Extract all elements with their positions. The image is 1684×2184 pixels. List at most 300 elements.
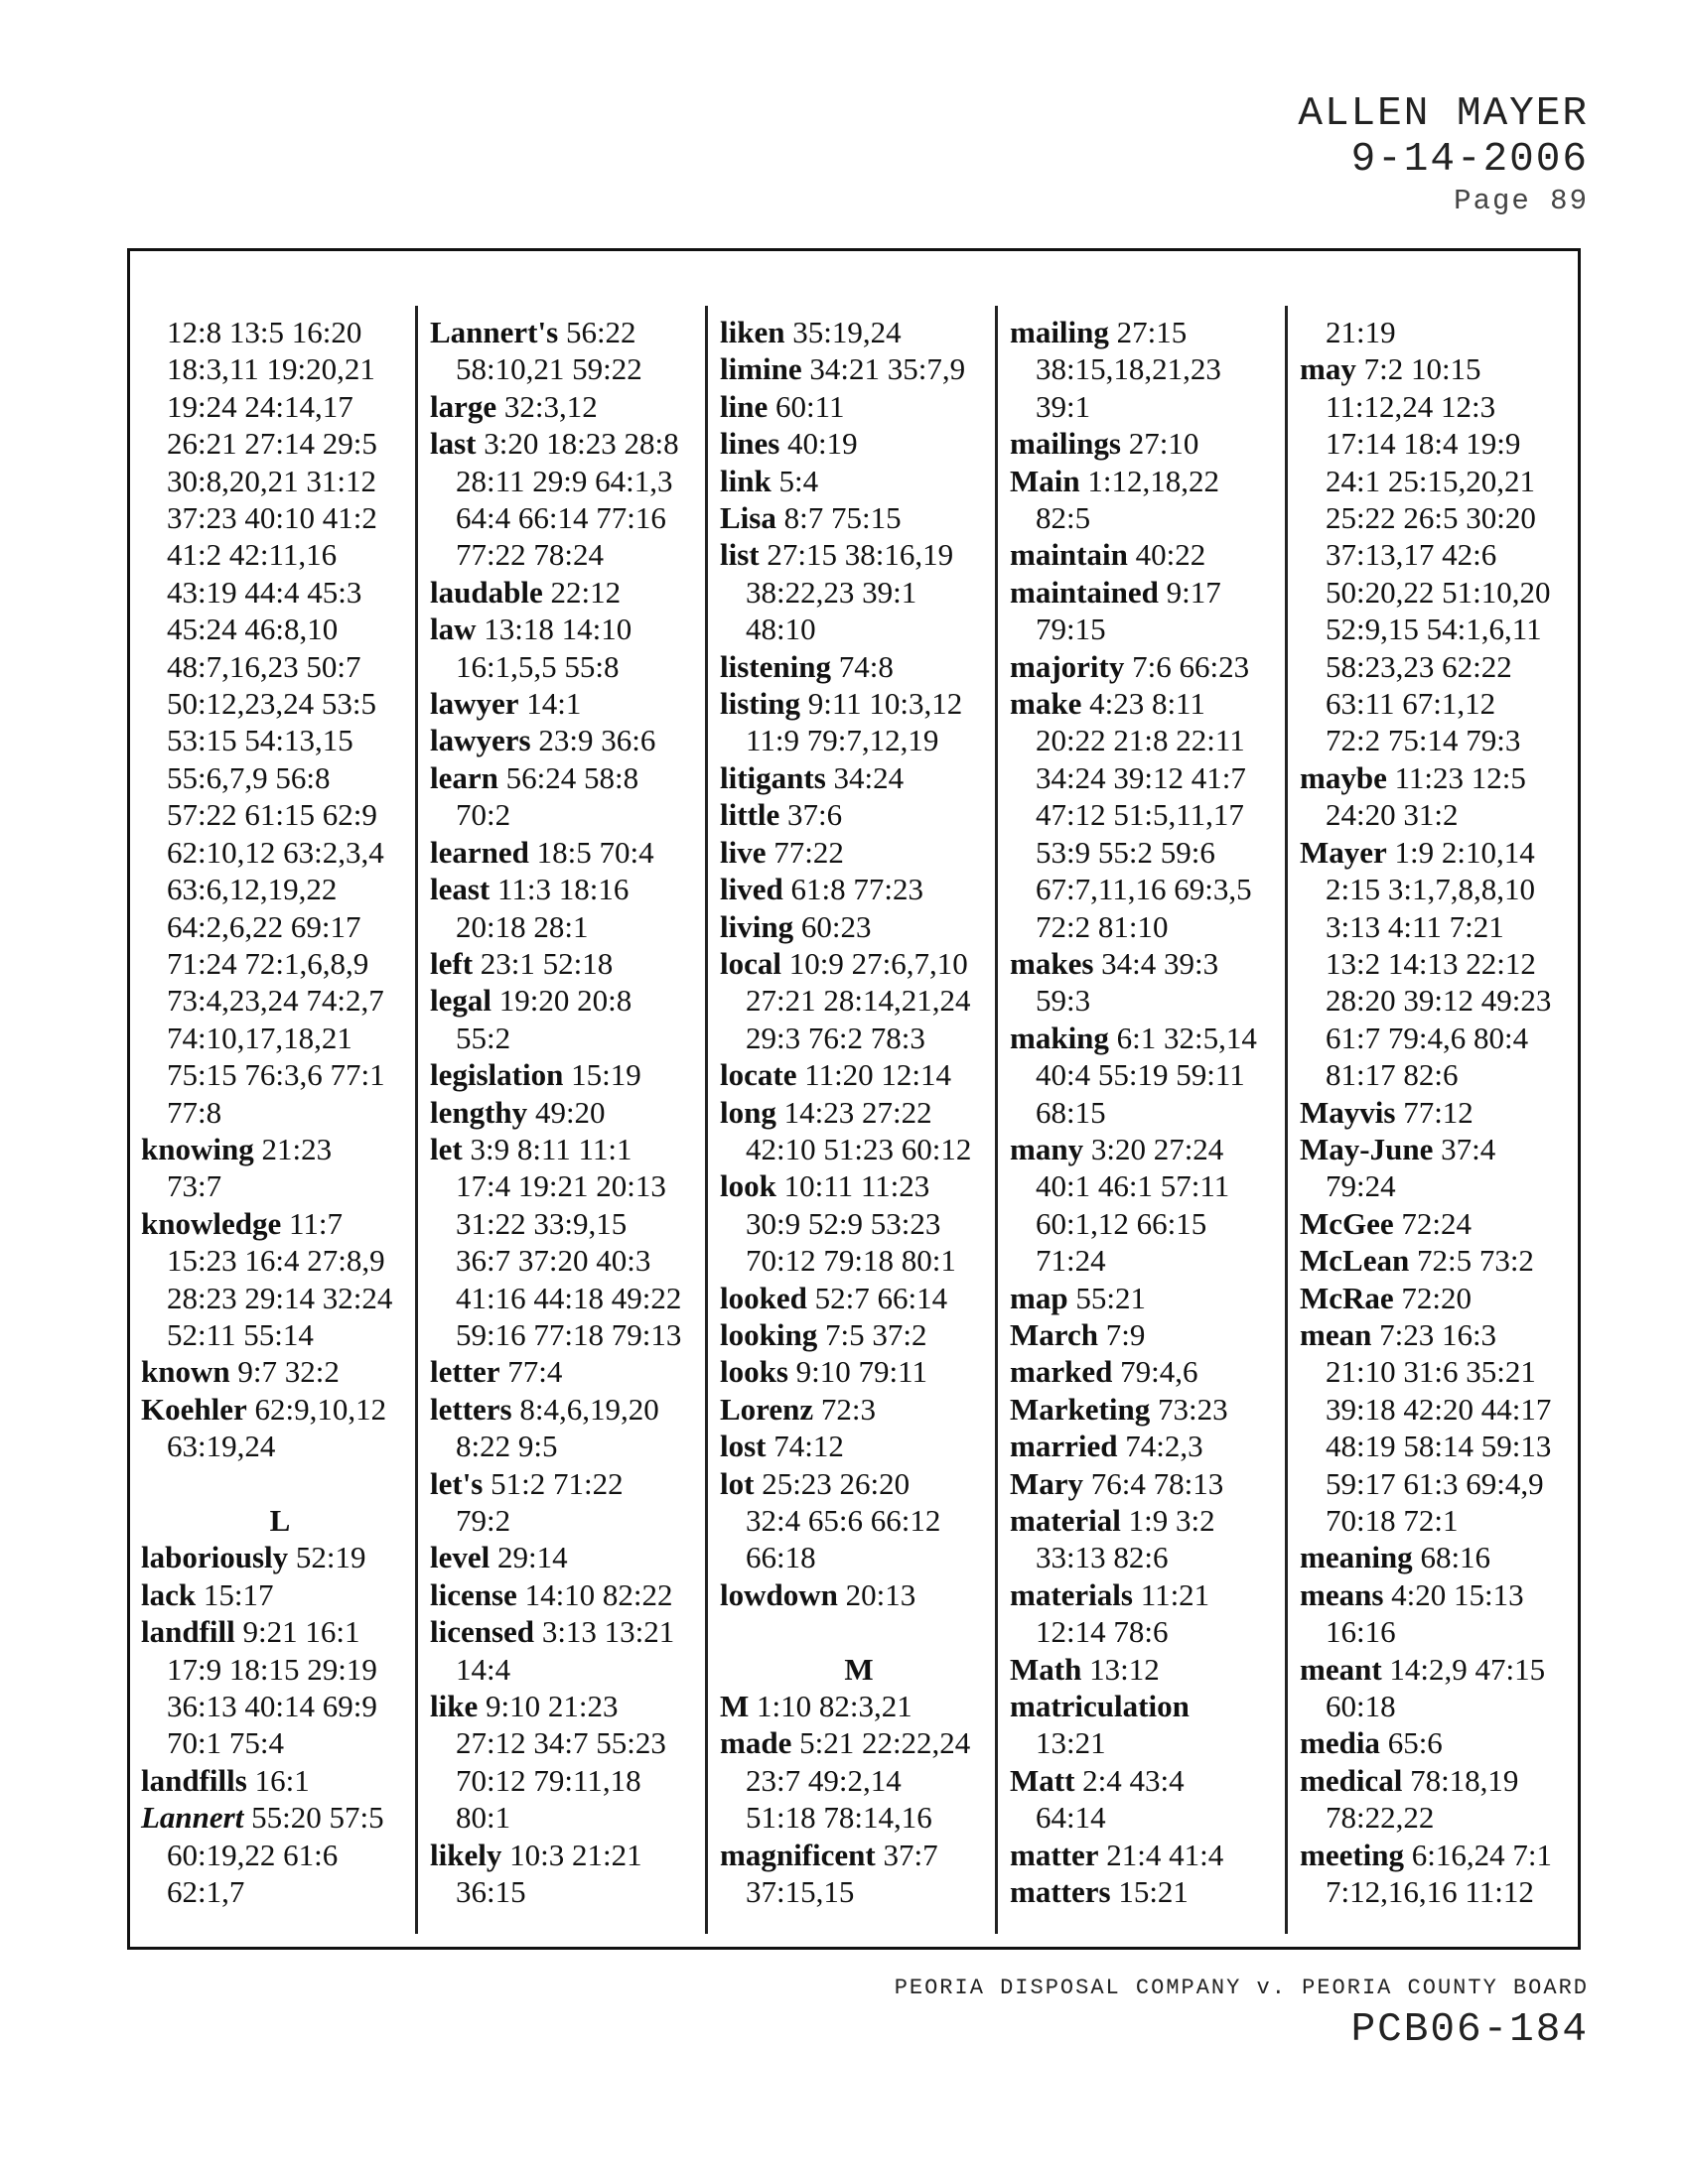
page-line-refs: 32:3,12 xyxy=(503,388,598,424)
index-term: material xyxy=(1010,1503,1121,1538)
index-continuation: 59:16 77:18 79:13 xyxy=(456,1316,682,1352)
page-line-refs: 3:20 18:23 28:8 xyxy=(484,426,679,462)
index-entry xyxy=(720,1465,998,1502)
index-term: materials xyxy=(1010,1576,1133,1612)
index-entry xyxy=(720,1316,998,1353)
index-term: letters xyxy=(430,1391,512,1427)
index-term: maybe xyxy=(1300,759,1387,795)
index-continuation: 33:13 82:6 xyxy=(1036,1540,1169,1575)
index-continuation: 48:19 58:14 59:13 xyxy=(1326,1429,1552,1464)
index-continuation: 60:19,22 61:6 xyxy=(167,1837,339,1872)
index-entry xyxy=(430,1391,708,1428)
index-continuation: 64:2,6,22 69:17 xyxy=(167,908,361,944)
index-continuation: 72:2 81:10 xyxy=(1036,908,1169,944)
page-line-refs: 7:9 xyxy=(1105,1316,1146,1352)
page-line-refs: 21:4 41:4 xyxy=(1106,1837,1224,1872)
page-line-refs: 55:20 57:5 xyxy=(251,1800,384,1836)
index-term: large xyxy=(430,388,497,424)
page-line-refs: 5:21 22:22,24 xyxy=(799,1725,971,1761)
page-line-refs: 37:4 xyxy=(1441,1131,1496,1166)
index-continuation: 43:19 44:4 45:3 xyxy=(167,574,362,610)
index-term: meaning xyxy=(1300,1540,1413,1575)
index-term: lawyer xyxy=(430,686,519,722)
index-term: legal xyxy=(430,983,491,1019)
page-line-refs: 3:9 8:11 11:1 xyxy=(470,1131,632,1166)
index-continuation: 34:24 39:12 41:7 xyxy=(1036,759,1246,795)
index-continuation: 17:9 18:15 29:19 xyxy=(167,1651,377,1687)
index-entry xyxy=(720,1724,998,1761)
index-continuation: 70:18 72:1 xyxy=(1326,1503,1459,1538)
index-term: level xyxy=(430,1540,491,1575)
index-continuation: 77:8 xyxy=(167,1094,222,1130)
index-term: lack xyxy=(141,1576,197,1612)
index-term: Marketing xyxy=(1010,1391,1151,1427)
page-line-refs: 8:4,6,19,20 xyxy=(519,1391,659,1427)
index-term: Mayer xyxy=(1300,834,1387,870)
page-line-refs: 34:24 xyxy=(833,759,905,795)
page-line-refs: 7:23 16:3 xyxy=(1379,1316,1497,1352)
index-continuation: 53:15 54:13,15 xyxy=(167,723,353,758)
index-entry xyxy=(1300,834,1578,871)
index-term: letter xyxy=(430,1354,500,1390)
index-entry xyxy=(430,611,708,647)
index-term: learn xyxy=(430,759,498,795)
index-continuation: 63:11 67:1,12 xyxy=(1326,686,1496,722)
page-line-refs: 52:7 66:14 xyxy=(814,1280,948,1315)
page-line-refs: 15:19 xyxy=(571,1057,641,1093)
index-entry xyxy=(430,1094,708,1131)
index-continuation: 79:15 xyxy=(1036,612,1106,647)
index-entry xyxy=(1010,314,1288,350)
index-term: live xyxy=(720,834,767,870)
index-continuation: 21:10 31:6 35:21 xyxy=(1326,1354,1536,1390)
index-term: landfills xyxy=(141,1762,247,1798)
index-entry xyxy=(720,314,998,350)
index-entry xyxy=(720,1056,998,1093)
index-term: listing xyxy=(720,686,800,722)
page-line-refs: 55:21 xyxy=(1075,1280,1146,1315)
index-term: make xyxy=(1010,686,1082,722)
index-continuation: 14:4 xyxy=(456,1651,511,1687)
index-entry xyxy=(720,759,998,796)
index-continuation: 27:12 34:7 55:23 xyxy=(456,1725,666,1761)
index-term: many xyxy=(1010,1131,1084,1166)
index-term: made xyxy=(720,1725,792,1761)
index-continuation: 57:22 61:15 62:9 xyxy=(167,797,377,833)
index-continuation: 48:10 xyxy=(746,612,816,647)
page-line-refs: 72:20 xyxy=(1401,1280,1473,1315)
index-continuation: 55:2 xyxy=(456,1020,511,1055)
index-continuation: 30:8,20,21 31:12 xyxy=(167,463,376,498)
index-entry xyxy=(720,536,998,573)
index-term: lived xyxy=(720,872,783,907)
page-line-refs: 23:9 36:6 xyxy=(538,723,656,758)
index-continuation: 40:4 55:19 59:11 xyxy=(1036,1057,1245,1093)
index-term: matriculation xyxy=(1010,1689,1190,1724)
page-line-refs: 60:11 xyxy=(774,388,845,424)
index-continuation: 80:1 xyxy=(456,1800,511,1836)
index-entry xyxy=(1010,1391,1288,1428)
index-continuation: 2:15 3:1,7,8,8,10 xyxy=(1326,872,1535,907)
index-entry xyxy=(1010,1316,1288,1353)
page-line-refs: 37:7 xyxy=(883,1837,938,1872)
index-term: Koehler xyxy=(141,1391,247,1427)
index-continuation: 20:18 28:1 xyxy=(456,908,589,944)
index-column-5 xyxy=(1300,314,1578,1910)
index-term: liken xyxy=(720,315,785,349)
page-line-refs: 9:17 xyxy=(1166,574,1221,610)
page-line-refs: 29:14 xyxy=(497,1540,568,1575)
page-line-refs: 27:15 38:16,19 xyxy=(767,537,954,573)
index-continuation: 75:15 76:3,6 77:1 xyxy=(167,1057,385,1093)
index-term: like xyxy=(430,1689,479,1724)
index-entry xyxy=(1300,1316,1578,1353)
index-continuation: 41:2 42:11,16 xyxy=(167,537,338,573)
page-line-refs: 11:21 xyxy=(1140,1576,1210,1612)
index-entry xyxy=(1010,648,1288,685)
index-entry xyxy=(1300,1651,1578,1688)
index-continuation: 81:17 82:6 xyxy=(1326,1057,1459,1093)
page-line-refs: 68:16 xyxy=(1420,1540,1491,1575)
index-entry xyxy=(430,388,708,425)
index-term: listening xyxy=(720,648,831,684)
page-line-refs: 76:4 78:13 xyxy=(1090,1465,1224,1501)
page-line-refs: 34:21 35:7,9 xyxy=(809,351,966,387)
page-line-refs: 9:21 16:1 xyxy=(242,1614,360,1650)
index-entry xyxy=(1010,1873,1288,1910)
index-entry xyxy=(720,1688,998,1724)
index-continuation: 19:24 24:14,17 xyxy=(167,388,353,424)
index-continuation: 17:14 18:4 19:9 xyxy=(1326,426,1521,462)
index-continuation: 62:1,7 xyxy=(167,1874,245,1910)
page-line-refs: 1:10 82:3,21 xyxy=(757,1689,912,1724)
index-entry xyxy=(1300,1094,1578,1131)
page-line-refs: 23:1 52:18 xyxy=(480,945,614,981)
index-continuation: 71:24 72:1,6,8,9 xyxy=(167,945,369,981)
index-term: Math xyxy=(1010,1651,1082,1687)
index-entry xyxy=(430,722,708,758)
index-term: mailing xyxy=(1010,315,1109,349)
index-term: matters xyxy=(1010,1874,1111,1910)
index-continuation: 60:1,12 66:15 xyxy=(1036,1205,1207,1241)
index-continuation: 24:20 31:2 xyxy=(1326,797,1459,833)
index-entry xyxy=(141,1353,419,1390)
index-continuation: 27:21 28:14,21,24 xyxy=(746,983,971,1019)
index-term: last xyxy=(430,426,477,462)
index-term: locate xyxy=(720,1057,797,1093)
index-continuation: 13:2 14:13 22:12 xyxy=(1326,945,1536,981)
index-continuation: 12:14 78:6 xyxy=(1036,1614,1169,1650)
page-line-refs: 73:23 xyxy=(1157,1391,1228,1427)
page-line-refs: 4:23 8:11 xyxy=(1089,686,1205,722)
index-entry xyxy=(1010,1131,1288,1167)
index-continuation: 59:3 xyxy=(1036,983,1091,1019)
index-entry xyxy=(720,945,998,982)
index-continuation: 38:22,23 39:1 xyxy=(746,574,917,610)
page-line-refs: 77:22 xyxy=(773,834,844,870)
page-line-refs: 4:20 15:13 xyxy=(1391,1576,1524,1612)
page-line-refs: 8:7 75:15 xyxy=(783,500,902,536)
index-entry xyxy=(1010,1576,1288,1613)
index-continuation: 37:13,17 42:6 xyxy=(1326,537,1497,573)
index-entry xyxy=(1300,1280,1578,1316)
index-continuation: 30:9 52:9 53:23 xyxy=(746,1205,941,1241)
index-term: left xyxy=(430,945,474,981)
page-line-refs: 72:3 xyxy=(820,1391,877,1427)
index-term: M xyxy=(720,1689,750,1724)
index-term: link xyxy=(720,463,772,498)
page-line-refs: 10:3 21:21 xyxy=(509,1837,642,1872)
index-entry xyxy=(141,1539,419,1575)
index-continuation: 63:6,12,19,22 xyxy=(167,872,338,907)
index-continuation: 25:22 26:5 30:20 xyxy=(1326,500,1536,536)
index-term: Main xyxy=(1010,463,1080,498)
index-term: making xyxy=(1010,1020,1109,1055)
index-continuation: 77:22 78:24 xyxy=(456,537,604,573)
index-term: married xyxy=(1010,1429,1118,1464)
index-continuation: 48:7,16,23 50:7 xyxy=(167,648,361,684)
index-term: maintain xyxy=(1010,537,1128,573)
index-entry xyxy=(1010,1762,1288,1799)
index-entry xyxy=(720,1428,998,1464)
index-entry xyxy=(1010,685,1288,722)
index-term: March xyxy=(1010,1316,1098,1352)
page-line-refs: 11:23 12:5 xyxy=(1394,759,1526,795)
case-number: PCB06-184 xyxy=(1350,2007,1589,2053)
index-entry xyxy=(430,685,708,722)
index-continuation: 82:5 xyxy=(1036,500,1091,536)
index-entry xyxy=(430,1688,708,1724)
index-term: little xyxy=(720,797,780,833)
index-continuation: 11:12,24 12:3 xyxy=(1326,388,1496,424)
index-entry xyxy=(1010,1428,1288,1464)
index-entry xyxy=(1300,350,1578,387)
index-term: McGee xyxy=(1300,1205,1394,1241)
index-term: medical xyxy=(1300,1762,1403,1798)
page-line-refs: 3:13 13:21 xyxy=(541,1614,675,1650)
index-continuation: 36:13 40:14 69:9 xyxy=(167,1689,377,1724)
index-entry xyxy=(1300,1837,1578,1873)
index-term: looks xyxy=(720,1354,788,1390)
page-line-refs: 37:6 xyxy=(787,797,843,833)
index-column-2 xyxy=(430,314,708,1910)
index-entry xyxy=(720,1167,998,1204)
page-line-refs: 72:5 73:2 xyxy=(1416,1243,1534,1279)
index-continuation: 73:7 xyxy=(167,1168,222,1204)
index-entry xyxy=(141,1391,419,1428)
case-caption: PEORIA DISPOSAL COMPANY v. PEORIA COUNTY BOARD xyxy=(894,1976,1589,2000)
index-column-1 xyxy=(141,314,419,1910)
index-continuation: 70:12 79:18 80:1 xyxy=(746,1243,956,1279)
index-entry xyxy=(720,350,998,387)
index-term: maintained xyxy=(1010,574,1159,610)
index-continuation: 24:1 25:15,20,21 xyxy=(1326,463,1535,498)
page-line-refs: 40:19 xyxy=(787,426,858,462)
index-entry xyxy=(141,1576,419,1613)
index-entry xyxy=(720,796,998,833)
index-entry xyxy=(720,685,998,722)
page-line-refs: 7:2 10:15 xyxy=(1363,351,1481,387)
index-entry xyxy=(1010,1465,1288,1502)
index-frame xyxy=(127,248,1581,1950)
index-entry xyxy=(720,499,998,536)
page-line-refs: 62:9,10,12 xyxy=(254,1391,387,1427)
index-term: lines xyxy=(720,426,780,462)
index-term: Mayvis xyxy=(1300,1094,1396,1130)
index-entry xyxy=(720,908,998,945)
index-continuation: 61:7 79:4,6 80:4 xyxy=(1326,1020,1529,1055)
index-term: litigants xyxy=(720,759,826,795)
index-entry xyxy=(430,1837,708,1873)
index-term: law xyxy=(430,612,477,647)
index-term: lengthy xyxy=(430,1094,528,1130)
page-line-refs: 3:20 27:24 xyxy=(1090,1131,1224,1166)
index-entry xyxy=(141,1613,419,1650)
index-term: makes xyxy=(1010,945,1094,981)
page-line-refs: 65:6 xyxy=(1387,1725,1443,1761)
index-entry xyxy=(430,834,708,871)
page-line-refs: 74:12 xyxy=(773,1429,844,1464)
page-line-refs: 27:15 xyxy=(1116,315,1188,349)
index-term: licensed xyxy=(430,1614,535,1650)
index-entry xyxy=(430,1056,708,1093)
page-line-refs: 49:20 xyxy=(534,1094,606,1130)
page-line-refs: 40:22 xyxy=(1135,537,1206,573)
index-continuation: 28:20 39:12 49:23 xyxy=(1326,983,1552,1019)
page-line-refs: 13:18 14:10 xyxy=(484,612,632,647)
index-continuation: 72:2 75:14 79:3 xyxy=(1326,723,1521,758)
index-entry xyxy=(720,871,998,907)
index-continuation: 52:9,15 54:1,6,11 xyxy=(1326,612,1542,647)
index-continuation: 71:24 xyxy=(1036,1243,1106,1279)
index-continuation: 23:7 49:2,14 xyxy=(746,1762,902,1798)
index-continuation: 16:1,5,5 55:8 xyxy=(456,648,620,684)
index-term: known xyxy=(141,1354,230,1390)
index-term: media xyxy=(1300,1725,1380,1761)
index-continuation: 42:10 51:23 60:12 xyxy=(746,1131,972,1166)
page-line-refs: 1:9 3:2 xyxy=(1128,1503,1215,1538)
page-line-refs: 18:5 70:4 xyxy=(536,834,654,870)
index-continuation: 20:22 21:8 22:11 xyxy=(1036,723,1245,758)
page-line-refs: 14:1 xyxy=(526,686,582,722)
page-line-refs: 14:10 82:22 xyxy=(524,1576,673,1612)
index-entry xyxy=(430,982,708,1019)
section-gap xyxy=(720,1613,998,1650)
page-line-refs: 56:24 58:8 xyxy=(505,759,639,795)
page-line-refs: 61:8 77:23 xyxy=(790,872,923,907)
index-term: magnificent xyxy=(720,1837,876,1872)
index-entry xyxy=(141,1762,419,1799)
index-term: knowing xyxy=(141,1131,254,1166)
index-entry xyxy=(720,425,998,462)
index-continuation: 13:21 xyxy=(1036,1725,1106,1761)
index-term: McLean xyxy=(1300,1243,1410,1279)
index-continuation: 50:20,22 51:10,20 xyxy=(1326,574,1551,610)
page-line-refs: 19:20 20:8 xyxy=(498,983,632,1019)
page-line-refs: 77:4 xyxy=(507,1354,563,1390)
index-term: license xyxy=(430,1576,517,1612)
page-line-refs: 74:8 xyxy=(838,648,894,684)
index-entry xyxy=(1010,945,1288,982)
index-entry xyxy=(720,1353,998,1390)
index-entry xyxy=(1010,463,1288,499)
index-continuation: 53:9 55:2 59:6 xyxy=(1036,834,1215,870)
page-line-refs: 72:24 xyxy=(1401,1205,1473,1241)
index-continuation: 21:19 xyxy=(1326,315,1396,349)
index-continuation: 37:23 40:10 41:2 xyxy=(167,500,377,536)
index-entry xyxy=(720,648,998,685)
index-term: meant xyxy=(1300,1651,1382,1687)
page-line-refs: 9:7 32:2 xyxy=(237,1354,340,1390)
index-entry xyxy=(430,759,708,796)
page-line-refs: 6:16,24 7:1 xyxy=(1411,1837,1553,1872)
page-line-refs: 9:10 79:11 xyxy=(795,1354,927,1390)
index-term: likely xyxy=(430,1837,502,1872)
page-line-refs: 25:23 26:20 xyxy=(762,1465,911,1501)
index-entry xyxy=(430,425,708,462)
index-entry xyxy=(430,945,708,982)
index-continuation: 68:15 xyxy=(1036,1094,1106,1130)
index-continuation: 79:24 xyxy=(1326,1168,1396,1204)
index-term: limine xyxy=(720,351,802,387)
index-term: marked xyxy=(1010,1354,1113,1390)
page-line-refs: 7:5 37:2 xyxy=(824,1316,927,1352)
index-term: lowdown xyxy=(720,1576,838,1612)
index-term: Lannert's xyxy=(430,315,559,349)
index-continuation: 12:8 13:5 16:20 xyxy=(167,315,362,349)
index-continuation: 36:7 37:20 40:3 xyxy=(456,1243,651,1279)
index-continuation: 16:16 xyxy=(1326,1614,1396,1650)
index-term: mailings xyxy=(1010,426,1121,462)
page-line-refs: 74:2,3 xyxy=(1125,1429,1203,1464)
page-line-refs: 14:2,9 47:15 xyxy=(1389,1651,1546,1687)
index-continuation: 64:14 xyxy=(1036,1800,1106,1836)
index-term: look xyxy=(720,1168,776,1204)
index-entry xyxy=(430,314,708,350)
index-entry xyxy=(141,1205,419,1242)
section-gap xyxy=(141,1465,419,1502)
index-term: Matt xyxy=(1010,1762,1075,1798)
index-entry xyxy=(430,1539,708,1575)
page-line-refs: 10:11 11:23 xyxy=(783,1168,930,1204)
index-entry xyxy=(430,1131,708,1167)
index-entry xyxy=(720,834,998,871)
page-line-refs: 1:12,18,22 xyxy=(1087,463,1219,498)
index-continuation: 17:4 19:21 20:13 xyxy=(456,1168,666,1204)
section-letter: L xyxy=(269,1502,291,1538)
index-continuation: 7:12,16,16 11:12 xyxy=(1326,1874,1534,1910)
witness-name: ALLEN MAYER xyxy=(1298,91,1589,137)
index-term: means xyxy=(1300,1576,1384,1612)
index-entry xyxy=(1300,1762,1578,1799)
index-continuation: 32:4 65:6 66:12 xyxy=(746,1503,941,1538)
index-entry xyxy=(1300,1576,1578,1613)
index-entry xyxy=(1010,1502,1288,1539)
index-entry xyxy=(1010,1280,1288,1316)
index-term: Lannert xyxy=(141,1800,244,1836)
page-line-refs: 77:12 xyxy=(1403,1094,1474,1130)
page-number: Page 89 xyxy=(1454,185,1589,217)
index-entry xyxy=(1010,1688,1288,1724)
index-continuation: 60:18 xyxy=(1326,1689,1396,1724)
index-entry xyxy=(1300,1131,1578,1167)
page-line-refs: 14:23 27:22 xyxy=(783,1094,932,1130)
index-term: list xyxy=(720,537,760,573)
index-term: learned xyxy=(430,834,529,870)
index-continuation: 15:23 16:4 27:8,9 xyxy=(167,1243,385,1279)
index-term: looked xyxy=(720,1280,807,1315)
page-line-refs: 52:19 xyxy=(295,1540,366,1575)
